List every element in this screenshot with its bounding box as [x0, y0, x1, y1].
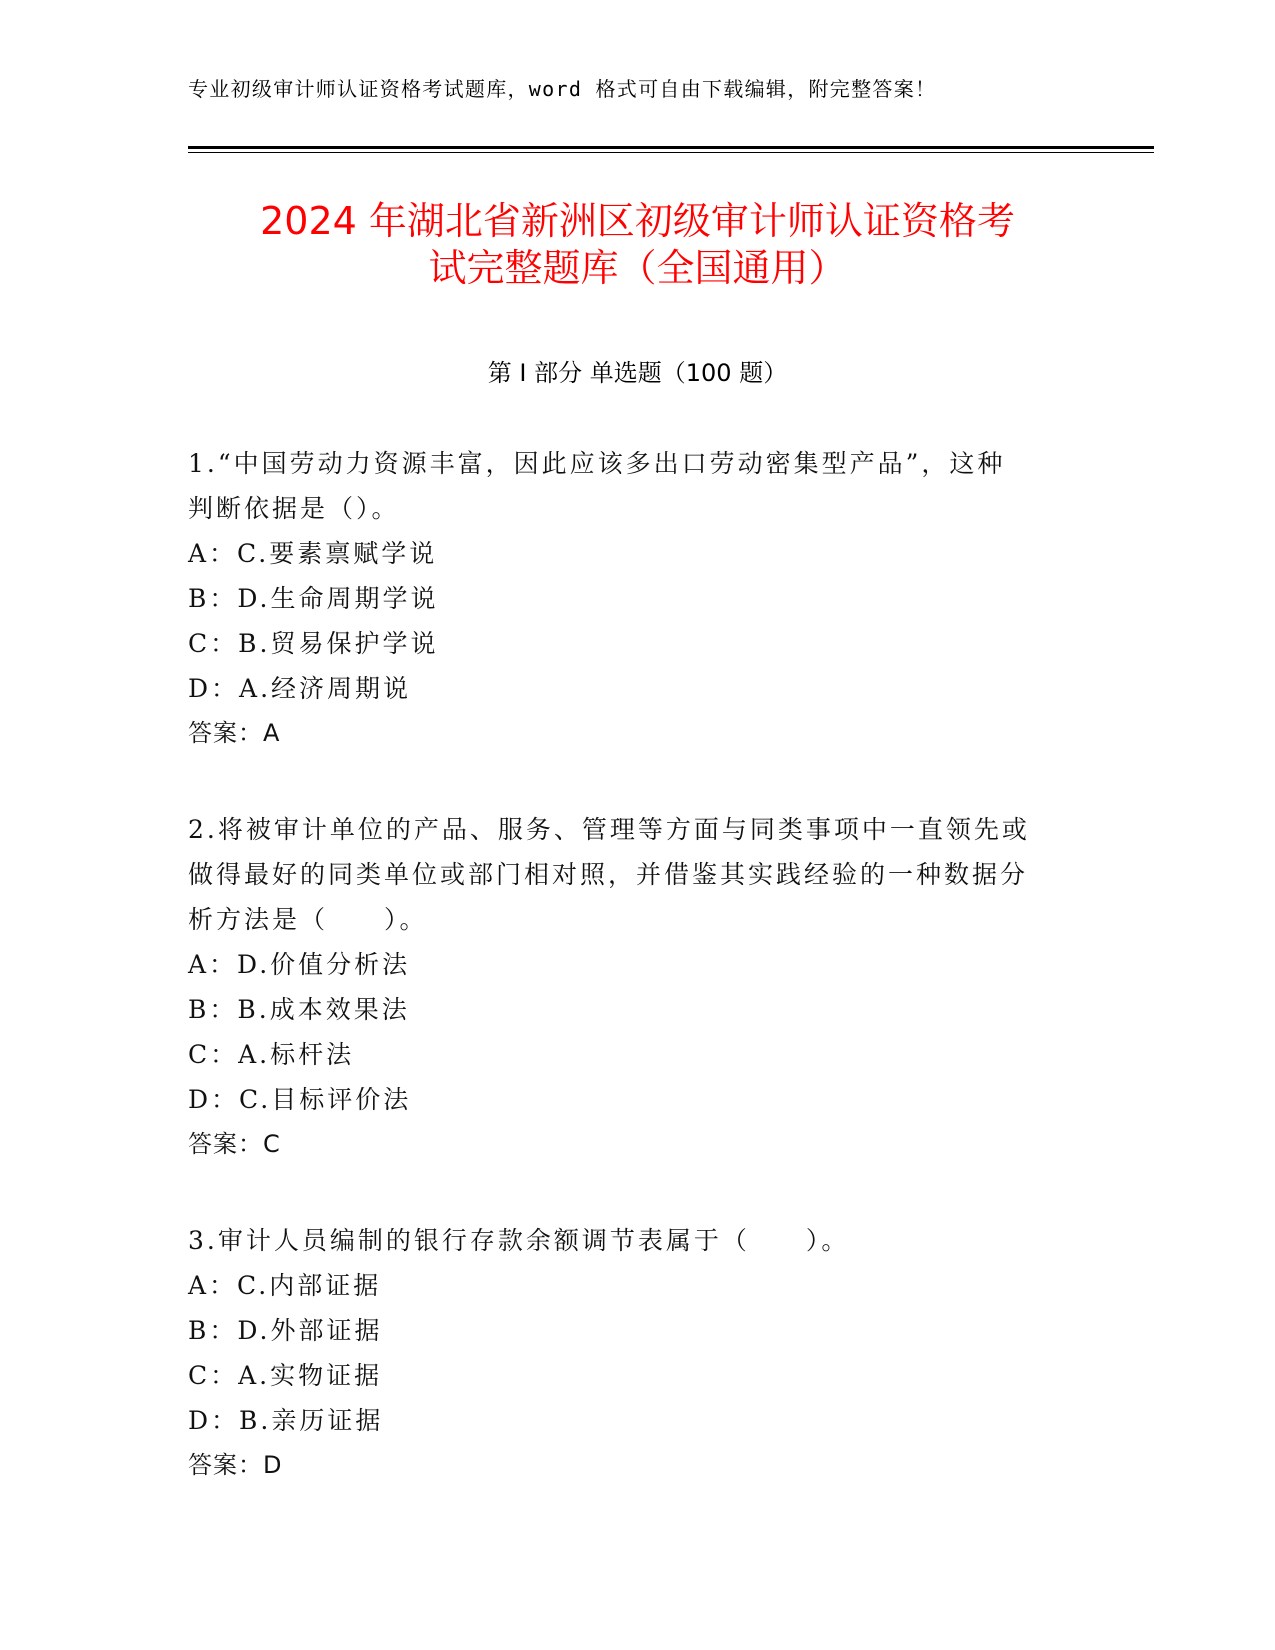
document-title-line-2: 试完整题库（全国通用）: [428, 246, 847, 290]
question-stem: [188, 1218, 1068, 1263]
answer-line: 答案：A: [188, 719, 281, 747]
question-stem: [188, 807, 1068, 942]
question-stem-line: 2.将被审计单位的产品、服务、管理等方面与同类事项中一直领先或: [188, 815, 1030, 844]
answer-line: 答案：C: [188, 1130, 281, 1158]
question-stem-line: 1.“中国劳动力资源丰富，因此应该多出口劳动密集型产品”，这种: [188, 449, 1006, 478]
section-heading: 第 I 部分 单选题（100 题）: [487, 359, 788, 387]
option-d: D：C.目标评价法: [188, 1085, 412, 1114]
option-c: C：A.实物证据: [188, 1361, 383, 1390]
option-a: A：C.要素禀赋学说: [188, 539, 438, 568]
option-d: D：A.经济周期说: [188, 674, 412, 703]
option-b: B：D.生命周期学说: [188, 584, 439, 613]
question-2: [188, 807, 1068, 1167]
option-b: B：D.外部证据: [188, 1316, 383, 1345]
option-a: A：C.内部证据: [188, 1271, 382, 1300]
header-note: 专业初级审计师认证资格考试题库，word 格式可自由下载编辑，附完整答案！: [188, 77, 937, 101]
question-stem-line: 判断依据是（）。: [188, 494, 400, 523]
document-title: [160, 198, 1115, 292]
question-1: [188, 441, 1068, 756]
question-stem: [188, 441, 1068, 531]
question-stem-line: 做得最好的同类单位或部门相对照，并借鉴其实践经验的一种数据分: [188, 860, 1029, 889]
header-divider-thin: [188, 152, 1154, 153]
question-stem-line: 3.审计人员编制的银行存款余额调节表属于（ ）。: [188, 1226, 850, 1255]
option-c: C：B.贸易保护学说: [188, 629, 439, 658]
option-b: B：B.成本效果法: [188, 995, 410, 1024]
document-title-line-1: 2024 年湖北省新洲区初级审计师认证资格考: [260, 199, 1015, 243]
header-divider-thick: [188, 146, 1154, 149]
option-a: A：D.价值分析法: [188, 950, 411, 979]
question-stem-line: 析方法是（ ）。: [188, 905, 428, 934]
option-d: D：B.亲历证据: [188, 1406, 384, 1435]
question-3: [188, 1218, 1068, 1488]
option-c: C：A.标杆法: [188, 1040, 355, 1069]
answer-line: 答案：D: [188, 1451, 283, 1479]
